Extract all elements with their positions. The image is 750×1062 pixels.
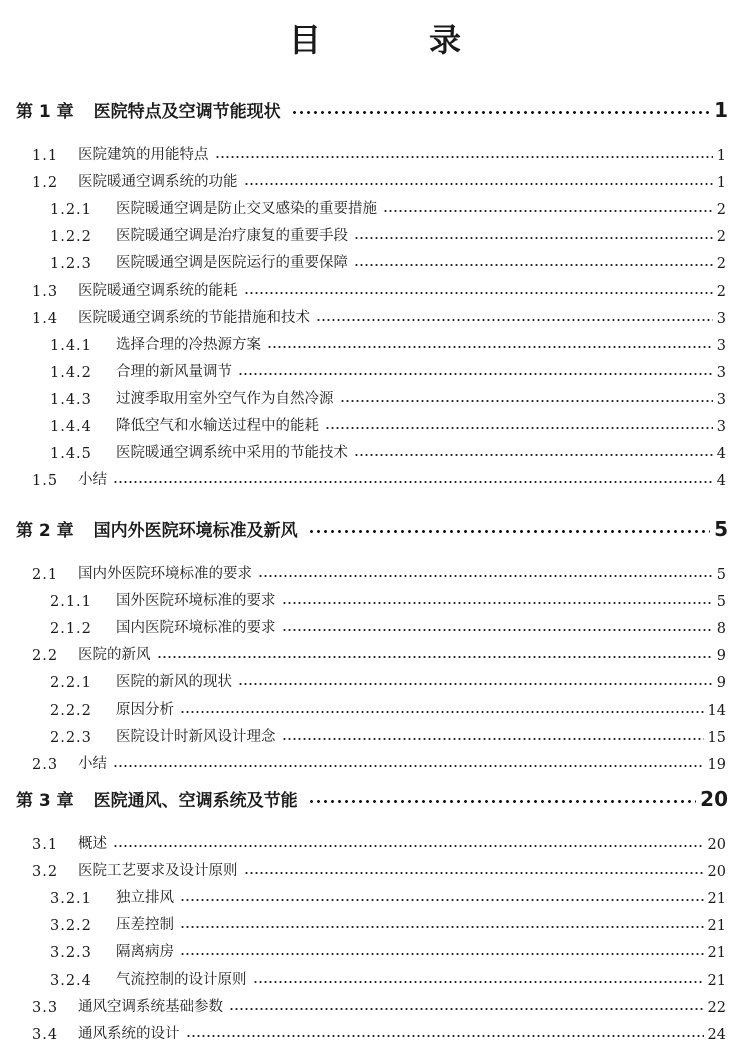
toc-entry-title: 医院特点及空调节能现状 [93, 102, 281, 122]
toc-page-number: 21 [707, 945, 726, 961]
toc-entry-number: 1.3 [32, 284, 59, 300]
toc-entry-title: 医院暖通空调是防止交叉感染的重要措施 [116, 201, 377, 217]
toc-entry-number: 1.4.3 [50, 392, 92, 408]
toc-entry-row[interactable] [32, 856, 726, 880]
toc-entry-row[interactable] [50, 411, 726, 435]
toc-entry-number: 1.4.5 [50, 446, 92, 462]
toc-entry-title: 医院的新风 [78, 647, 151, 663]
toc-dot-leader [267, 339, 713, 349]
toc-entry-title: 小结 [78, 472, 107, 488]
toc-entry-row[interactable] [32, 640, 726, 664]
toc-page-number: 14 [707, 703, 726, 719]
toc-entry-title: 通风系统的设计 [78, 1026, 180, 1042]
toc-entry-number: 3.3 [32, 1000, 59, 1016]
toc-dot-leader [354, 230, 713, 240]
toc-entry-title: 国内医院环境标准的要求 [116, 620, 276, 636]
toc-entry-row[interactable] [50, 586, 726, 610]
toc-page-number: 15 [707, 730, 726, 746]
toc-entry-number: 1.4.4 [50, 419, 92, 435]
toc-dot-leader [308, 524, 710, 534]
toc-entry-row[interactable] [32, 276, 726, 300]
toc-entry-title: 小结 [78, 756, 107, 772]
toc-entry-row[interactable] [32, 829, 726, 853]
toc-entry-number: 1.4 [32, 311, 59, 327]
toc-page-number: 19 [707, 757, 726, 773]
toc-page-number: 20 [700, 787, 728, 811]
toc-entry-row[interactable] [32, 559, 726, 583]
toc-dot-leader [291, 105, 710, 115]
toc-entry-number: 1.2 [32, 175, 59, 191]
toc-dot-leader [244, 865, 704, 875]
toc-page-number: 21 [707, 891, 726, 907]
toc-entry-row[interactable] [50, 883, 726, 907]
toc-entry-title: 国外医院环境标准的要求 [116, 593, 276, 609]
toc-entry-title: 合理的新风量调节 [116, 364, 232, 380]
toc-entry-number: 3.2.3 [50, 945, 92, 961]
toc-dot-leader [354, 257, 713, 267]
toc-page-number: 2 [716, 284, 726, 300]
toc-page-number: 9 [716, 648, 726, 664]
toc-entry-row[interactable] [32, 140, 726, 164]
toc-entry-number: 1.2.2 [50, 229, 92, 245]
toc-entry-number: 2.3 [32, 757, 59, 773]
toc-entry-number: 1.1 [32, 148, 59, 164]
toc-entry-number: 2.2.3 [50, 730, 92, 746]
toc-page-number: 20 [707, 864, 726, 880]
toc-dot-leader [244, 176, 713, 186]
toc-entry-title: 医院设计时新风设计理念 [116, 729, 276, 745]
toc-entry-number: 3.2.4 [50, 973, 92, 989]
toc-entry-number: 1.4.2 [50, 365, 92, 381]
toc-entry-title: 医院暖通空调系统中采用的节能技术 [116, 445, 348, 461]
toc-entry-number: 2.2.2 [50, 703, 92, 719]
toc-page-number: 5 [714, 517, 728, 541]
toc-entry-title: 医院暖通空调是治疗康复的重要手段 [116, 228, 348, 244]
toc-entry-row[interactable] [32, 465, 726, 489]
toc-entry-number: 3.2.2 [50, 918, 92, 934]
toc-page-number: 21 [707, 918, 726, 934]
toc-page-number: 21 [707, 973, 726, 989]
toc-dot-leader [354, 447, 713, 457]
toc-chapter-row[interactable] [16, 513, 728, 541]
toc-entry-row[interactable] [50, 330, 726, 354]
toc-entry-title: 医院通风、空调系统及节能 [93, 791, 298, 811]
toc-entry-row[interactable] [50, 613, 726, 637]
toc-entry-number: 1.5 [32, 473, 59, 489]
toc-dot-leader [325, 420, 713, 430]
toc-dot-leader [180, 704, 704, 714]
toc-dot-leader [383, 203, 713, 213]
toc-entry-title: 医院暖通空调系统的功能 [78, 174, 238, 190]
toc-entry-number: 第 1 章 [16, 102, 74, 122]
toc-entry-row[interactable] [50, 194, 726, 218]
toc-page-number: 5 [716, 567, 726, 583]
toc-page-number: 1 [714, 98, 728, 122]
toc-entry-title: 独立排风 [116, 890, 174, 906]
toc-entry-row[interactable] [50, 722, 726, 746]
toc-page-number: 4 [716, 473, 726, 489]
toc-entry-title: 过渡季取用室外空气作为自然冷源 [116, 391, 334, 407]
toc-dot-leader [308, 794, 696, 804]
toc-dot-leader [180, 919, 704, 929]
toc-entry-title: 概述 [78, 836, 107, 852]
toc-dot-leader [180, 892, 704, 902]
toc-entry-number: 2.1.2 [50, 621, 92, 637]
toc-dot-leader [180, 946, 704, 956]
toc-entry-row[interactable] [32, 992, 726, 1016]
toc-page-number: 2 [716, 202, 726, 218]
toc-entry-row[interactable] [50, 384, 726, 408]
toc-entry-title: 压差控制 [116, 917, 174, 933]
toc-page-number: 4 [716, 446, 726, 462]
toc-entry-row[interactable] [50, 910, 726, 934]
toc-entry-number: 2.2.1 [50, 675, 92, 691]
toc-dot-leader [238, 676, 713, 686]
toc-entry-number: 第 2 章 [16, 521, 74, 541]
toc-dot-leader [238, 366, 713, 376]
toc-entry-row[interactable] [32, 1019, 726, 1043]
toc-entry-title: 医院暖通空调系统的能耗 [78, 283, 238, 299]
toc-entry-row[interactable] [32, 749, 726, 773]
toc-entry-number: 3.2 [32, 864, 59, 880]
toc-entry-title: 医院暖通空调系统的节能措施和技术 [78, 310, 310, 326]
toc-entry-title: 国内外医院环境标准及新风 [93, 521, 298, 541]
toc-entry-row[interactable] [32, 167, 726, 191]
toc-entry-title: 隔离病房 [116, 944, 174, 960]
toc-entry-number: 1.2.1 [50, 202, 92, 218]
toc-entry-number: 2.1 [32, 567, 59, 583]
toc-dot-leader [186, 1028, 704, 1038]
toc-entry-row[interactable] [50, 667, 726, 691]
toc-entry-title: 医院工艺要求及设计原则 [78, 863, 238, 879]
toc-dot-leader [157, 649, 713, 659]
toc-entry-row[interactable] [50, 221, 726, 245]
toc-entry-number: 3.4 [32, 1027, 59, 1043]
toc-page-number: 24 [707, 1027, 726, 1043]
toc-entry-number: 3.1 [32, 837, 59, 853]
toc-entry-number: 3.2.1 [50, 891, 92, 907]
toc-page-number: 1 [716, 148, 726, 164]
toc-page-number: 9 [716, 675, 726, 691]
toc-dot-leader [215, 149, 713, 159]
toc-dot-leader [113, 474, 713, 484]
toc-entry-number: 第 3 章 [16, 791, 74, 811]
toc-entry-row[interactable] [50, 695, 726, 719]
toc-entry-title: 医院暖通空调是医院运行的重要保障 [116, 255, 348, 271]
toc-entry-number: 2.1.1 [50, 594, 92, 610]
toc-entry-title: 气流控制的设计原则 [116, 972, 247, 988]
toc-dot-leader [244, 285, 713, 295]
toc-entry-title: 选择合理的冷热源方案 [116, 337, 261, 353]
toc-entry-title: 医院的新风的现状 [116, 674, 232, 690]
toc-page-number: 22 [707, 1000, 726, 1016]
toc-page-number: 3 [716, 311, 726, 327]
toc-dot-leader [282, 622, 713, 632]
toc-dot-leader [340, 393, 713, 403]
toc-entry-title: 降低空气和水输送过程中的能耗 [116, 418, 319, 434]
toc-dot-leader [258, 568, 713, 578]
page-title: 目 录 [288, 21, 499, 59]
toc-entry-title: 国内外医院环境标准的要求 [78, 566, 252, 582]
toc-entry-row[interactable] [50, 438, 726, 462]
toc-page-number: 8 [716, 621, 726, 637]
toc-entry-row[interactable] [50, 248, 726, 272]
toc-entry-title: 通风空调系统基础参数 [78, 999, 223, 1015]
toc-dot-leader [253, 974, 704, 984]
toc-entry-row[interactable] [50, 937, 726, 961]
toc-page-number: 5 [716, 594, 726, 610]
toc-page-number: 20 [707, 837, 726, 853]
toc-dot-leader [113, 838, 704, 848]
toc-page-number: 2 [716, 256, 726, 272]
toc-page-number: 3 [716, 392, 726, 408]
toc-entry-row[interactable] [32, 303, 726, 327]
toc-entry-title: 原因分析 [116, 702, 174, 718]
toc-page-number: 3 [716, 338, 726, 354]
toc-dot-leader [282, 731, 704, 741]
toc-page-number: 2 [716, 229, 726, 245]
toc-page-number: 3 [716, 365, 726, 381]
toc-dot-leader [113, 758, 704, 768]
toc-dot-leader [316, 312, 713, 322]
toc-dot-leader [229, 1001, 704, 1011]
toc-page-number: 3 [716, 419, 726, 435]
toc-chapter-row[interactable] [16, 94, 728, 122]
toc-entry-number: 1.2.3 [50, 256, 92, 272]
toc-entry-row[interactable] [50, 357, 726, 381]
toc-entry-number: 1.4.1 [50, 338, 92, 354]
toc-entry-number: 2.2 [32, 648, 59, 664]
toc-entry-row[interactable] [50, 965, 726, 989]
toc-chapter-row[interactable] [16, 783, 728, 811]
toc-page-number: 1 [716, 175, 726, 191]
toc-entry-title: 医院建筑的用能特点 [78, 147, 209, 163]
toc-dot-leader [282, 595, 713, 605]
